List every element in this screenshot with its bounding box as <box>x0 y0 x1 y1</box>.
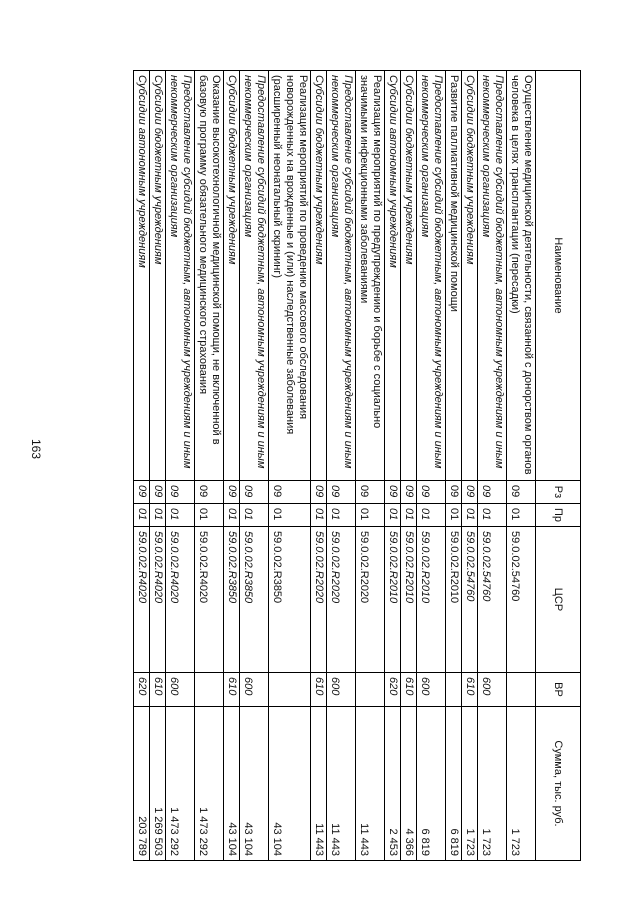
cell-sum: 1 473 292 <box>195 707 224 861</box>
cell-rz: 09 <box>478 481 507 504</box>
cell-rz: 09 <box>417 481 446 504</box>
table-row <box>385 71 401 861</box>
cell-name: Субсидии бюджетным учреждениям <box>462 71 478 481</box>
table-row <box>478 71 507 861</box>
cell-pr: 01 <box>269 504 311 527</box>
cell-name: Субсидии бюджетным учреждениям <box>150 71 166 481</box>
cell-sum: 1 269 503 <box>150 707 166 861</box>
cell-vr: 610 <box>401 673 417 707</box>
cell-pr: 01 <box>478 504 507 527</box>
cell-csr: 59.0.02.R2020 <box>327 527 356 673</box>
cell-csr: 59.0.02.R4020 <box>195 527 224 673</box>
cell-name: Осуществление медицинской деятельности, связанной с донорством органов человека в целях трансплантации (пересадки) <box>507 71 536 481</box>
cell-vr <box>507 673 536 707</box>
cell-vr: 600 <box>478 673 507 707</box>
cell-pr: 01 <box>166 504 195 527</box>
cell-rz: 09 <box>401 481 417 504</box>
cell-name: Субсидии бюджетным учреждениям <box>311 71 327 481</box>
header-sum: Сумма, тыс. руб. <box>536 707 581 861</box>
cell-vr <box>446 673 462 707</box>
cell-pr: 01 <box>417 504 446 527</box>
table-row <box>507 71 536 861</box>
cell-name: Предоставление субсидий бюджетным, автономным учреждениям и иным некоммерческим организациям <box>478 71 507 481</box>
table-row <box>417 71 446 861</box>
cell-pr: 01 <box>150 504 166 527</box>
cell-pr: 01 <box>507 504 536 527</box>
cell-csr: 59.0.02.R2020 <box>311 527 327 673</box>
cell-rz: 09 <box>311 481 327 504</box>
cell-vr: 600 <box>240 673 269 707</box>
table-body <box>134 71 536 861</box>
cell-csr: 59.0.02.R4020 <box>166 527 195 673</box>
cell-rz: 09 <box>240 481 269 504</box>
cell-csr: 59.0.02.R3850 <box>269 527 311 673</box>
cell-sum: 1 723 <box>507 707 536 861</box>
cell-sum: 4 366 <box>401 707 417 861</box>
cell-vr: 620 <box>134 673 150 707</box>
cell-pr: 01 <box>327 504 356 527</box>
cell-sum: 1 723 <box>478 707 507 861</box>
cell-csr: 59.0.02.R2020 <box>356 527 385 673</box>
cell-rz: 09 <box>134 481 150 504</box>
table-row <box>269 71 311 861</box>
table-row <box>134 71 150 861</box>
table-row <box>356 71 385 861</box>
cell-rz: 09 <box>269 481 311 504</box>
cell-rz: 09 <box>507 481 536 504</box>
header-vr: ВР <box>536 673 581 707</box>
cell-csr: 59.0.02.54760 <box>462 527 478 673</box>
cell-sum: 43 104 <box>240 707 269 861</box>
cell-sum: 11 443 <box>311 707 327 861</box>
table-row <box>224 71 240 861</box>
cell-rz: 09 <box>166 481 195 504</box>
cell-csr: 59.0.02.R2010 <box>417 527 446 673</box>
cell-sum: 11 443 <box>356 707 385 861</box>
header-name: Наименование <box>536 71 581 481</box>
cell-csr: 59.0.02.54760 <box>478 527 507 673</box>
table-row <box>166 71 195 861</box>
header-pr: Пр <box>536 504 581 527</box>
page-number: 163 <box>29 438 43 460</box>
cell-pr: 01 <box>311 504 327 527</box>
cell-rz: 09 <box>385 481 401 504</box>
cell-vr: 610 <box>150 673 166 707</box>
cell-name: Оказание высокотехнологичной медицинской помощи, не включенной в базовую программу обязательного медицинского страхования <box>195 71 224 481</box>
cell-rz: 09 <box>462 481 478 504</box>
cell-name: Субсидии бюджетным учреждениям <box>224 71 240 481</box>
cell-name: Предоставление субсидий бюджетным, автономным учреждениям и иным некоммерческим организациям <box>240 71 269 481</box>
cell-sum: 43 104 <box>224 707 240 861</box>
cell-vr: 610 <box>224 673 240 707</box>
cell-sum: 11 443 <box>327 707 356 861</box>
cell-vr <box>195 673 224 707</box>
cell-csr: 59.0.02.R4020 <box>150 527 166 673</box>
rotated-table-wrapper <box>91 70 581 860</box>
cell-name: Предоставление субсидий бюджетным, автономным учреждениям и иным некоммерческим организациям <box>166 71 195 481</box>
cell-vr <box>356 673 385 707</box>
cell-sum: 6 819 <box>417 707 446 861</box>
cell-sum: 43 104 <box>269 707 311 861</box>
cell-vr: 600 <box>417 673 446 707</box>
cell-vr <box>269 673 311 707</box>
cell-vr: 620 <box>385 673 401 707</box>
table-row <box>311 71 327 861</box>
cell-sum: 1 723 <box>462 707 478 861</box>
cell-pr: 01 <box>401 504 417 527</box>
cell-sum: 1 473 292 <box>166 707 195 861</box>
cell-rz: 09 <box>327 481 356 504</box>
cell-rz: 09 <box>356 481 385 504</box>
budget-table <box>133 70 581 861</box>
cell-name: Реализация мероприятий по предупреждению и борьбе с социально значимыми инфекционными заболеваниями <box>356 71 385 481</box>
cell-vr: 600 <box>166 673 195 707</box>
table-row <box>462 71 478 861</box>
cell-rz: 09 <box>195 481 224 504</box>
cell-csr: 59.0.02.R2010 <box>385 527 401 673</box>
cell-rz: 09 <box>446 481 462 504</box>
cell-pr: 01 <box>134 504 150 527</box>
cell-vr: 610 <box>462 673 478 707</box>
cell-name: Предоставление субсидий бюджетным, автономным учреждениям и иным некоммерческим организациям <box>417 71 446 481</box>
cell-csr: 59.0.02.R2010 <box>446 527 462 673</box>
table-row <box>446 71 462 861</box>
cell-vr: 610 <box>311 673 327 707</box>
cell-pr: 01 <box>195 504 224 527</box>
cell-csr: 59.0.02.R3850 <box>224 527 240 673</box>
cell-name: Реализация мероприятий по проведению массового обследования новорожденных на врожденные и (или) наследственные заболевания (расширенный неонатальный скрининг) <box>269 71 311 481</box>
cell-csr: 59.0.02.R2010 <box>401 527 417 673</box>
cell-rz: 09 <box>224 481 240 504</box>
cell-name: Субсидии бюджетным учреждениям <box>401 71 417 481</box>
header-rz: Рз <box>536 481 581 504</box>
table-row <box>195 71 224 861</box>
cell-name: Субсидии автономным учреждениям <box>134 71 150 481</box>
table-row <box>327 71 356 861</box>
table-row <box>150 71 166 861</box>
cell-csr: 59.0.02.R4020 <box>134 527 150 673</box>
cell-name: Развитие паллиативной медицинской помощи <box>446 71 462 481</box>
cell-pr: 01 <box>462 504 478 527</box>
cell-pr: 01 <box>385 504 401 527</box>
table-row <box>401 71 417 861</box>
cell-pr: 01 <box>356 504 385 527</box>
cell-pr: 01 <box>446 504 462 527</box>
cell-sum: 2 453 <box>385 707 401 861</box>
cell-csr: 59.0.02.54760 <box>507 527 536 673</box>
cell-pr: 01 <box>224 504 240 527</box>
cell-rz: 09 <box>150 481 166 504</box>
cell-sum: 203 789 <box>134 707 150 861</box>
cell-sum: 6 819 <box>446 707 462 861</box>
table-header-row <box>536 71 581 861</box>
table-row <box>240 71 269 861</box>
cell-name: Субсидии автономным учреждениям <box>385 71 401 481</box>
cell-name: Предоставление субсидий бюджетным, автономным учреждениям и иным некоммерческим организациям <box>327 71 356 481</box>
header-csr: ЦСР <box>536 527 581 673</box>
cell-pr: 01 <box>240 504 269 527</box>
cell-vr: 600 <box>327 673 356 707</box>
cell-csr: 59.0.02.R3850 <box>240 527 269 673</box>
